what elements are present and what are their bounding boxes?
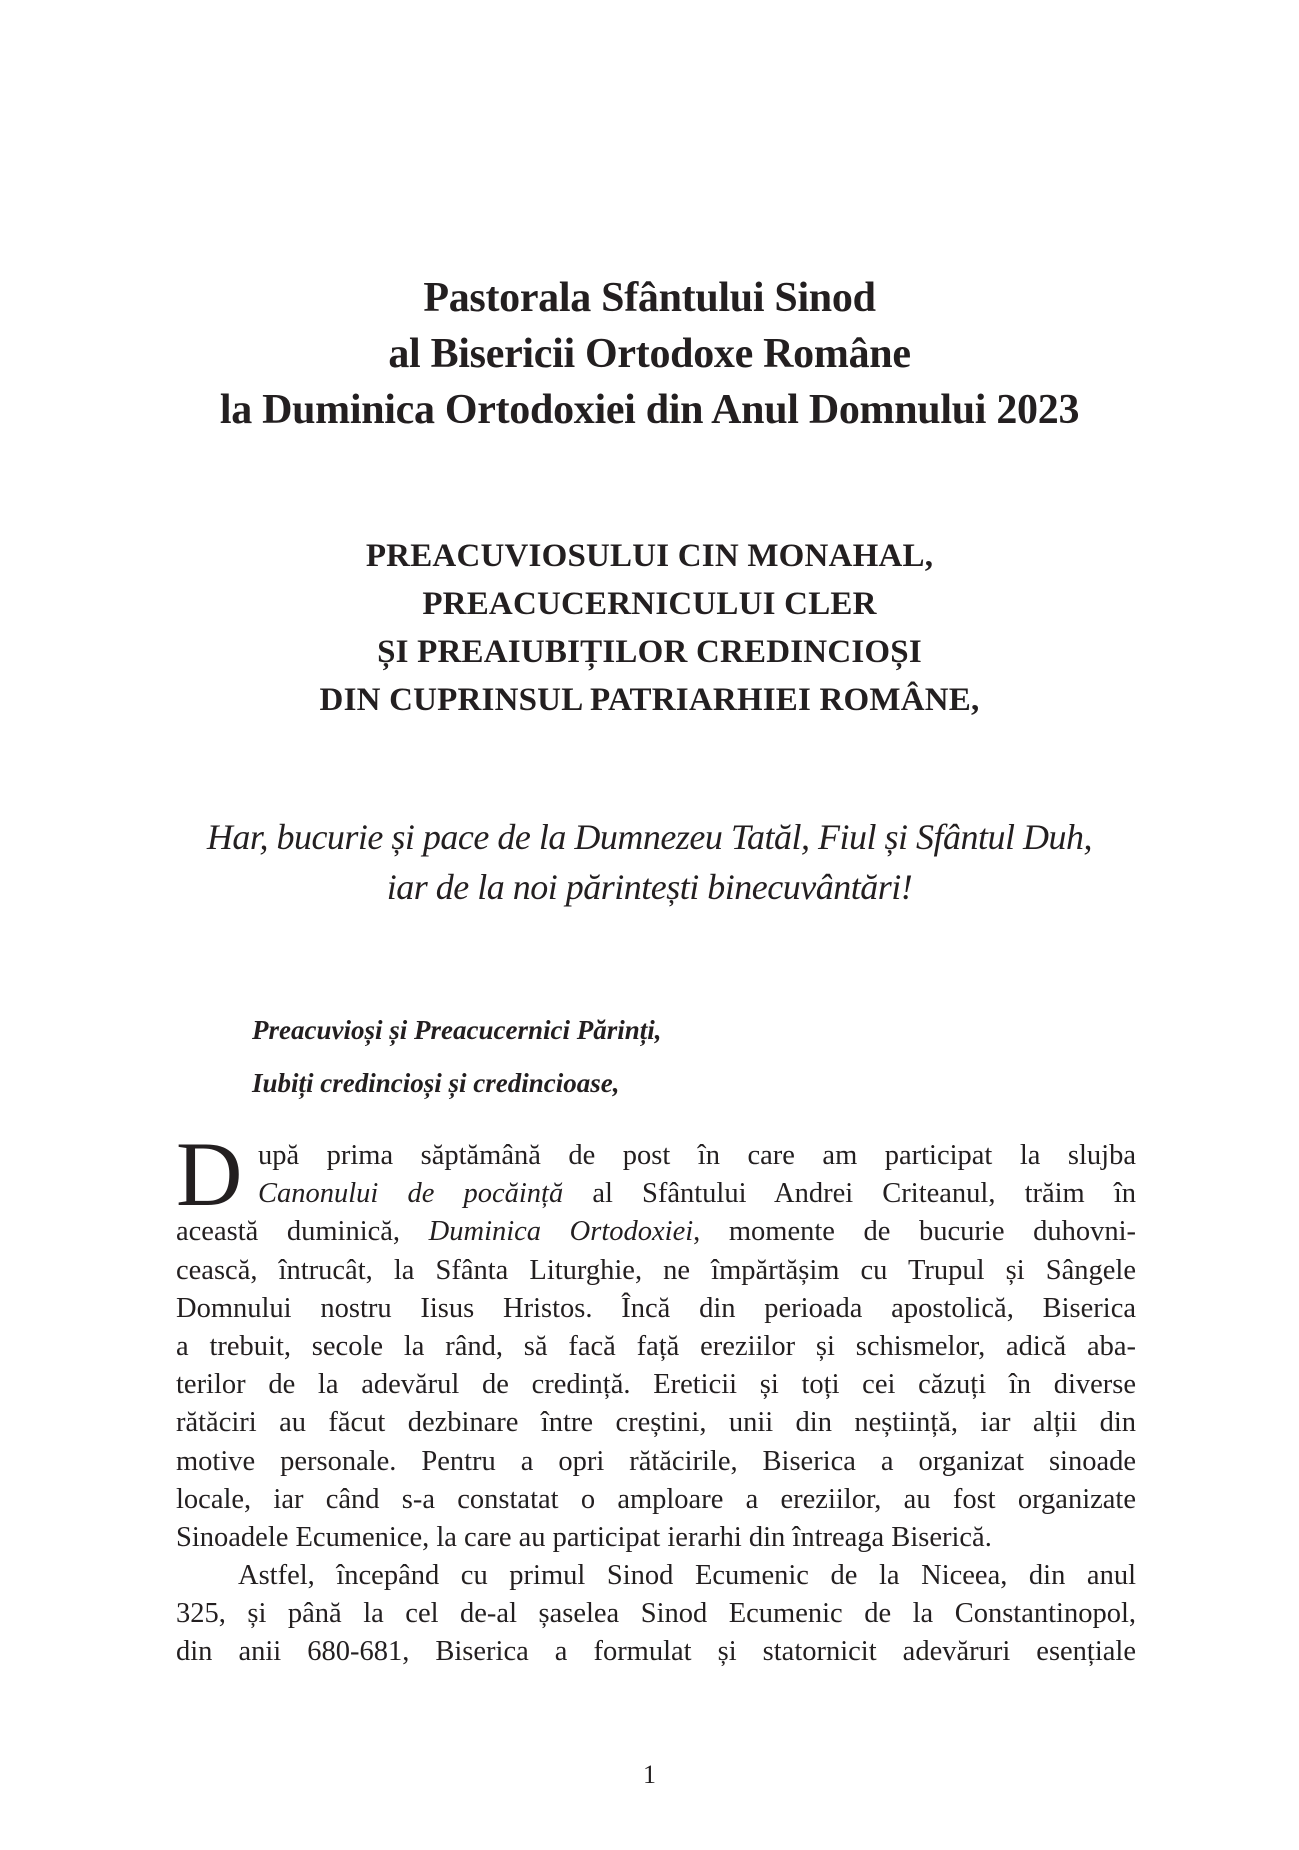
body-line-text: al Sfântului Andrei Criteanul, trăim în: [563, 1178, 1136, 1210]
address-line-1: PREACUVIOSULUI CIN MONAHAL,: [365, 538, 934, 574]
body-line: 325, și până la cel de-al șaselea Sinod Ecumenic de la Constantinopol,: [176, 1598, 1136, 1630]
body-line: motive personale. Pentru a opri rătăcirile, Biserica a organizat sinoade: [176, 1445, 1136, 1477]
blessing-greeting: [0, 812, 1299, 912]
title-line-3: la Duminica Ortodoxiei din Anul Domnului 2023: [219, 387, 1080, 433]
italic-term: Canonului de pocăință: [258, 1178, 564, 1210]
body-line: [176, 1213, 1136, 1251]
address-line-3: ȘI PREAIUBIȚILOR CREDINCIOȘI: [377, 634, 922, 670]
body-line: terilor de la adevărul de credință. Ereticii și toți cei căzuți în diverse: [176, 1369, 1136, 1401]
body-line: a trebuit, secole la rând, să facă față ereziilor și schismelor, adică aba-: [176, 1330, 1136, 1362]
body-line: Domnului nostru Iisus Hristos. Încă din perioada apostolică, Biserica: [176, 1292, 1136, 1324]
body-line-text: această duminică,: [176, 1216, 429, 1248]
body-line: rătăciri au făcut dezbinare între creștini, unii din neștiință, iar alții din: [176, 1407, 1136, 1439]
title-line-2: al Bisericii Ortodoxe Române: [388, 331, 911, 377]
salutation: [252, 1004, 661, 1110]
drop-cap: D: [176, 1123, 243, 1225]
blessing-line-1: Har, bucurie și pace de la Dumnezeu Tatăl, Fiul și Sfântul Duh,: [206, 817, 1093, 857]
salutation-line-1: Preacuvioși și Preacucernici Părinți,: [252, 1015, 662, 1045]
page-number: 1: [643, 1760, 656, 1789]
body-line-text: , momente de bucurie duhovni-: [693, 1216, 1136, 1248]
address-line-2: PREACUCERNICULUI CLER: [422, 586, 877, 622]
blessing-line-2: iar de la noi părintești binecuvântări!: [386, 867, 913, 907]
body-line: cească, întrucât, la Sfânta Liturghie, ne împărtășim cu Trupul și Sângele: [176, 1254, 1136, 1286]
body-line: Astfel, începând cu primul Sinod Ecumenic de la Niceea, din anul: [238, 1560, 1136, 1592]
address-heading: [0, 532, 1299, 724]
title-line-1: Pastorala Sfântului Sinod: [423, 275, 876, 321]
body-paragraphs: [176, 1123, 1136, 1672]
address-line-4: DIN CUPRINSUL PATRIARHIEI ROMÂNE,: [319, 682, 980, 718]
salutation-line-2: Iubiți credincioși și credincioase,: [252, 1068, 620, 1098]
body-line: Sinoadele Ecumenice, la care au participat ierarhi din întreaga Biserică.: [176, 1521, 992, 1553]
italic-term: Duminica Ortodoxiei: [428, 1216, 694, 1248]
body-line: upă prima săptămână de post în care am participat la slujba: [258, 1140, 1136, 1171]
body-line: [176, 1175, 1136, 1213]
body-line: din anii 680-681, Biserica a formulat și statornicit adevăruri esențiale: [176, 1636, 1136, 1668]
document-title: [0, 270, 1299, 438]
body-line: locale, iar când s-a constatat o amploare a ereziilor, au fost organizate: [176, 1483, 1136, 1515]
